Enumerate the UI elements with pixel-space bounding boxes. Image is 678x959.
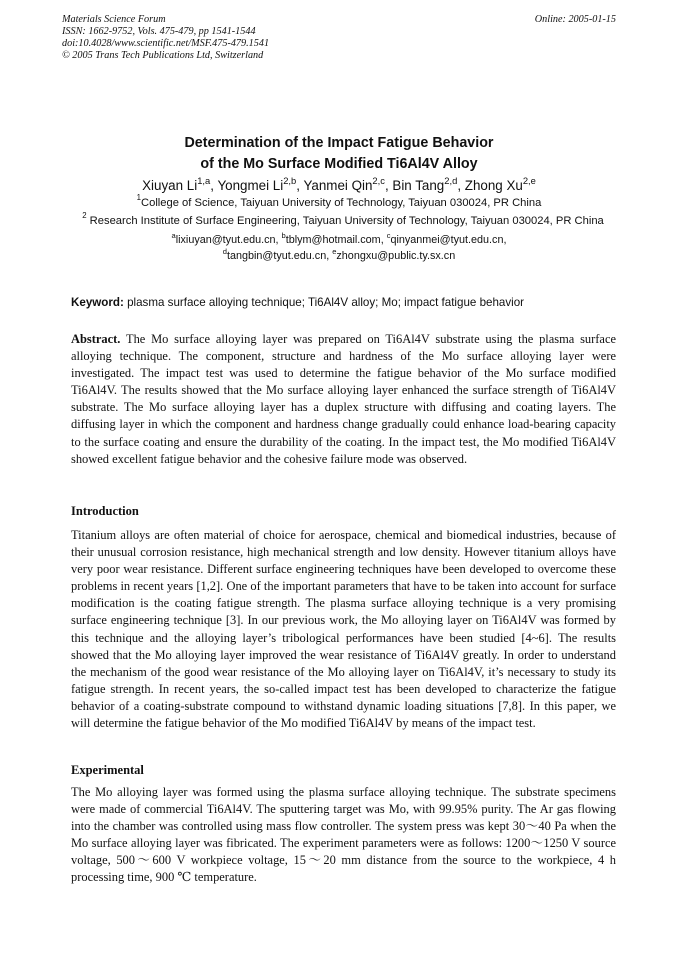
email: $^d$tangbin@tyut.edu.cn: [222, 246, 327, 262]
running-header: [62, 14, 269, 62]
author: Xiuyan Li$^{1,a}$: [142, 175, 211, 193]
author: Yanmei Qin$^{2,c}$: [303, 175, 385, 193]
experimental-text: The Mo alloying layer was formed using the plasma surface alloying technique. The substrate specimens were made of commercial Ti6Al4V. The sputtering target was Mo, with 99.95% purity. The Ar gas flowing into the chamber was controlled using mass flow controller. The system press was kept 30～40 Pa when the Mo surface alloying layer was fibricated. The experiment parameters were as follows: 1200～1250 V source voltage, 500～600 V workpiece voltage, 15～20 mm distance from the source to the workpiece, 4 h processing time, 900 ℃ temperature.: [71, 785, 616, 885]
online-date: Online: 2005-01-15: [534, 14, 616, 25]
author-list: Xiuyan Li$^{1,a}$, Yongmei Li$^{2,b}$, Yanmei Qin$^{2,c}$, Bin Tang$^{2,d}$, Zhong Xu$^{2,e}$: [142, 175, 536, 193]
copyright-line: © 2005 Trans Tech Publications Ltd, Switzerland: [62, 50, 264, 61]
title-line-2: of the Mo Surface Modified Ti6Al4V Alloy: [200, 156, 478, 172]
title-line-1: Determination of the Impact Fatigue Behavior: [184, 135, 494, 151]
doi-line: doi:10.4028/www.scientific.net/MSF.475-479.1541: [62, 38, 270, 49]
paper-title: [62, 133, 616, 175]
abstract: [71, 331, 616, 468]
author: Bin Tang$^{2,d}$: [392, 175, 458, 193]
email: $^b$tblym@hotmail.com: [281, 230, 381, 246]
keywords: [71, 295, 616, 311]
journal-name: Materials Science Forum: [62, 14, 166, 25]
affiliation-1: $^1$College of Science, Taiyuan University of Technology, Taiyuan 030024, PR China: [136, 193, 542, 209]
email: $^a$lixiuyan@tyut.edu.cn: [171, 230, 276, 246]
affiliation-2: $^2$ Research Institute of Surface Engineering, Taiyuan University of Technology, Taiyuan 030024, PR China: [82, 211, 604, 227]
author: Yongmei Li$^{2,b}$: [217, 175, 297, 193]
email: $^c$qinyanmei@tyut.edu.cn: [386, 230, 504, 246]
abstract-text: The Mo surface alloying layer was prepared on Ti6Al4V substrate using the plasma surface alloying technique. The component, structure and hardness of the Mo surface alloying layer were investigated. The impact test was used to determine the fatigue behavior of the Mo surface modified Ti6Al4V. The results showed that the Mo surface alloying layer enhanced the surface strength of Ti6Al4V substrate. The Mo surface alloying layer has a duplex structure with diffusing and coating layers. The diffusing layer in which the component and hardness change gradually could enhance load-bearing capacity to the surface coating and ensure the durability of the coating. In the impact test, the Mo modified Ti6Al4V showed excellent fatigue behavior and the cohesive failure mode was observed.: [71, 332, 616, 466]
author-emails: $^a$lixiuyan@tyut.edu.cn, $^b$tblym@hotmail.com, $^c$qinyanmei@tyut.edu.cn, $^d$tangbin@tyut.edu.cn, $^e$zhongxu@public.ty.sx.cn: [171, 230, 507, 262]
issn-line: ISSN: 1662-9752, Vols. 475-479, pp 1541-1544: [62, 26, 256, 37]
abstract-label: Abstract.: [71, 332, 121, 346]
email: $^e$zhongxu@public.ty.sx.cn: [332, 246, 456, 262]
keyword-text: plasma surface alloying technique; Ti6Al4V alloy; Mo; impact fatigue behavior: [127, 296, 525, 309]
introduction-text: Titanium alloys are often material of choice for aerospace, chemical and biomedical industries, because of their unusual corrosion resistance, high mechanical strength and low density. However titanium alloys have very poor wear resistance. Different surface engineering techniques have been developed to overcome these problems in recent years [1,2]. One of the important parameters that have to be taken into account for surface modification is the coating fatigue strength. The plasma surface alloying technique is a very promising surface engineering technique [3]. In our previous work, the Mo alloying layer on Ti6Al4V was formed by this technique and the alloying layer’s tribological performances have been studied [4~6]. The results showed that the Mo alloying layer improved the wear resistance of Ti6Al4V greatly. In order to understand the mechanism of the good wear resistance of the Mo alloying layer on Ti6Al4V, it’s necessary to study its fatigue strength. In recent years, the so-called impact test has been developed to characterize the fatigue behavior of a coating-substrate compound to withstand dynamic loading situations [7,8]. In this paper, we will determine the fatigue behavior of the Mo modified Ti6Al4V by means of the impact test.: [71, 528, 616, 731]
title-block: [62, 133, 616, 264]
keyword-label: Keyword:: [71, 296, 124, 309]
author: Zhong Xu$^{2,e}$: [464, 175, 536, 193]
section-heading-introduction: Introduction: [71, 504, 139, 518]
section-heading-experimental: Experimental: [71, 763, 144, 777]
